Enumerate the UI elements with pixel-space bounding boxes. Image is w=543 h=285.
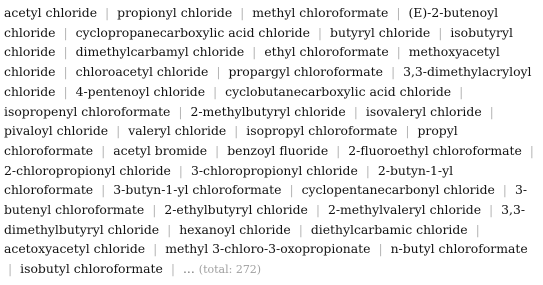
separator: | [234,123,239,139]
compound-name: acetyl bromide [113,142,208,158]
separator: | [178,162,183,178]
compound-name: hexanoyl chloride [179,221,291,237]
separator: | [252,44,257,60]
separator: | [502,182,507,198]
compound-name: 2‐ethylbutyryl chloride [164,202,308,218]
separator: | [101,142,106,158]
compound-name: 3,3‐dimethylbutyryl chloride [4,202,526,237]
separator: | [378,241,383,257]
separator: | [529,142,534,158]
separator: | [152,202,157,218]
compound-name: diethylcarbamic chloride [310,221,468,237]
compound-name: 3‐butyn‐1‐yl chloroformate [113,182,282,198]
compound-name: n‐butyl chloroformate [390,241,528,257]
separator: | [215,142,220,158]
compound-name: acetyl chloride [4,5,98,20]
separator: | [216,64,221,80]
compound-name: isobutyryl chloride [4,24,513,60]
separator: | [116,123,121,139]
compound-name: 4‐pentenoyl chloride [75,83,206,99]
separator: | [405,123,410,139]
compound-name: 2‐butyn‐1‐yl chloroformate [4,162,454,198]
compound-name: methyl 3‐chloro‐3‐oxopropionate [165,241,371,257]
separator: | [315,202,321,218]
compound-name: benzoyl fluoride [227,142,329,158]
separator: | [298,221,303,237]
compound-name: propionyl chloride [117,5,233,20]
separator: | [170,261,175,277]
separator: | [336,142,341,158]
separator: | [63,64,68,80]
separator: | [63,44,68,60]
separator: | [153,241,158,257]
separator: | [8,261,13,277]
compound-name: 3‐butenyl chloroformate [4,182,528,218]
separator: | [438,24,443,40]
separator: | [178,103,183,119]
separator: | [105,5,110,20]
separator: | [317,24,323,40]
compound-name: methoxyacetyl chloride [4,44,500,80]
separator: | [365,162,370,178]
compound-name: pivaloyl chloride [4,123,109,139]
compound-name: propyl chloroformate [4,123,458,158]
separator: | [353,103,358,119]
separator: | [390,64,396,80]
compound-name: isopropenyl chloroformate [4,103,171,119]
separator: | [289,182,294,198]
compound-name: ethyl chloroformate [264,44,389,60]
separator: | [101,182,106,198]
compound-name: cyclopropanecarboxylic acid chloride [75,24,310,40]
compound-name: dimethylcarbamyl chloride [75,44,245,60]
compound-name: isobutyl chloroformate [20,261,163,277]
compound-name: 3‐chloropropionyl chloride [190,162,358,178]
separator: | [213,83,218,99]
separator: | [167,221,172,237]
separator: | [489,103,494,119]
separator: | [63,83,68,99]
total-count: (total: 272) [198,263,262,277]
compound-name: acetoxyacetyl chloride [4,241,146,257]
compound-name: 2‐chloropropionyl chloride [4,162,171,178]
compound-name: chloroacetyl chloride [75,64,209,80]
separator: | [396,44,401,60]
compound-name: isopropyl chloroformate [246,123,398,139]
separator: | [63,24,68,40]
more-ellipsis: ... [182,261,195,277]
compound-name: butyryl chloride [330,24,431,40]
compound-name: valeryl chloride [128,123,227,139]
compound-name: 2‐fluoroethyl chloroformate [348,142,522,158]
separator: | [489,202,494,218]
compound-name: 3,3‐dimethylacryloyl chloride [4,64,532,99]
compound-name: methyl chloroformate [252,5,389,20]
compound-name: 2‐methylbutyryl chloride [190,103,346,119]
separator: | [475,221,480,237]
compound-name: 2‐methylvaleryl chloride [327,202,482,218]
separator: | [240,5,245,20]
compound-name: cyclobutanecarboxylic acid chloride [225,83,452,99]
separator: | [396,5,401,20]
compound-name: propargyl chloroformate [228,64,383,80]
compound-name: cyclopentanecarbonyl chloride [301,182,495,198]
separator: | [459,83,464,99]
compound-name: (E)‐2‐butenoyl chloride [4,5,499,40]
compound-name: isovaleryl chloride [365,103,482,119]
